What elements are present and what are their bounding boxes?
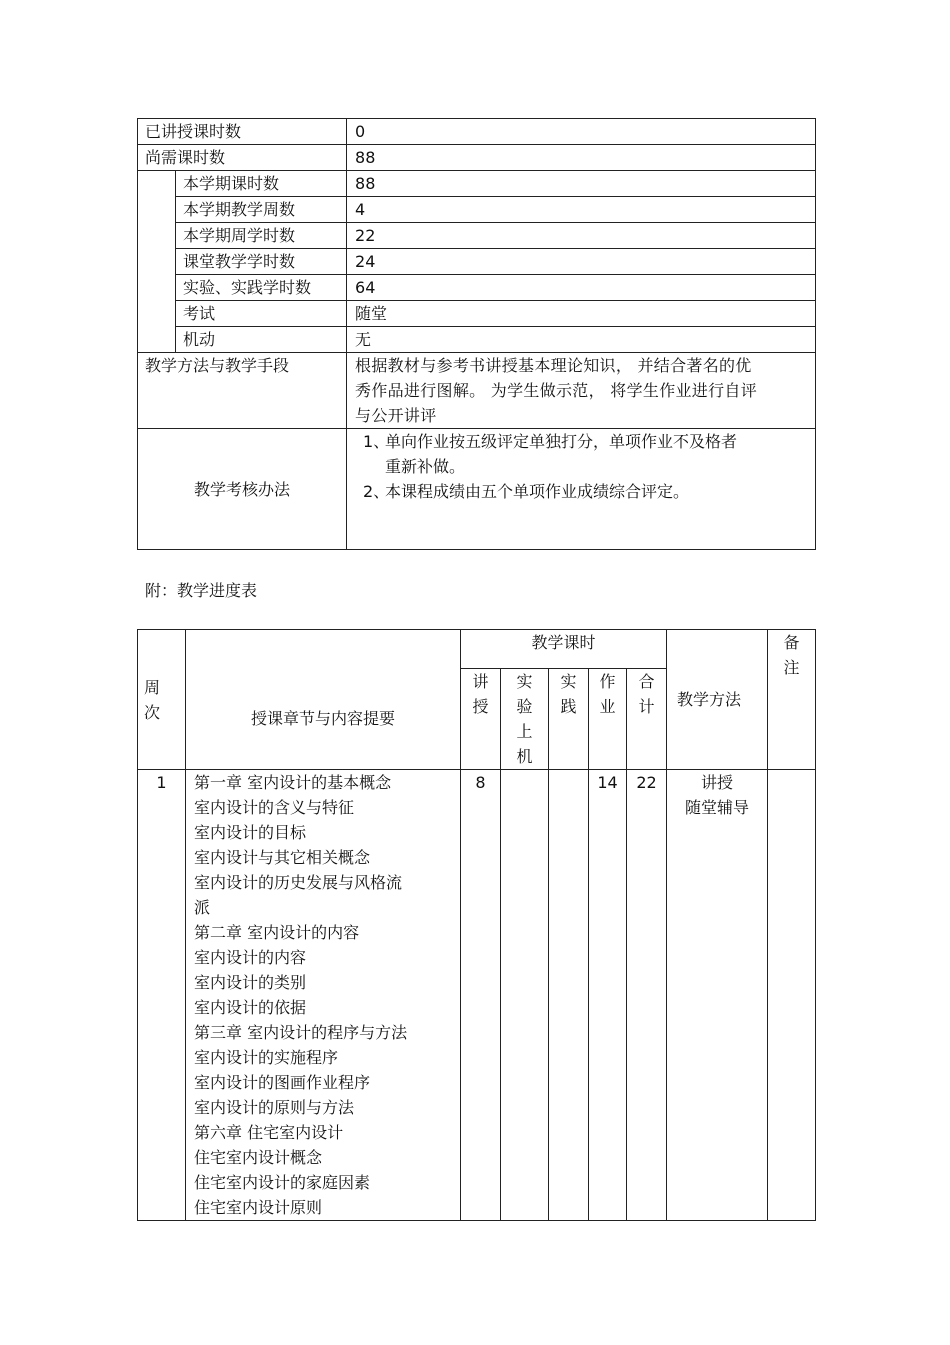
lab-hours-cell	[501, 770, 549, 1221]
assessment-item-text: 本课程成绩由五个单项作业成绩综合评定。	[385, 482, 690, 501]
content-line: 第一章 室内设计的基本概念	[194, 773, 392, 792]
week-header-char: 周	[144, 677, 161, 697]
content-line: 室内设计的目标	[194, 823, 307, 842]
note-header	[768, 630, 816, 770]
summary-subrow	[138, 327, 816, 353]
teaching-method-line: 与公开讲评	[355, 406, 437, 425]
lab-header-char: 验	[516, 697, 533, 716]
content-line: 室内设计的依据	[194, 998, 307, 1017]
week-cell: 1	[138, 770, 186, 1221]
content-line: 室内设计与其它相关概念	[194, 848, 371, 867]
content-line: 第二章 室内设计的内容	[194, 923, 360, 942]
lab-header	[501, 669, 549, 770]
practice-header	[549, 669, 589, 770]
practice-header-char: 实	[560, 672, 577, 691]
method-line: 讲授	[701, 773, 734, 792]
week-header-char: 次	[144, 702, 161, 722]
content-header: 授课章节与内容提要	[186, 630, 461, 770]
content-line: 室内设计的实施程序	[194, 1048, 339, 1067]
assessment-item-number: 2、	[363, 482, 390, 501]
content-cell	[186, 770, 461, 1221]
lecture-hours-cell: 8	[461, 770, 501, 1221]
summary-label: 已讲授课时数	[138, 119, 347, 145]
content-line: 住宅室内设计原则	[194, 1198, 323, 1217]
summary-subrow	[138, 301, 816, 327]
note-cell	[768, 770, 816, 1221]
summary-sub-value: 4	[347, 197, 816, 223]
practice-hours-cell	[549, 770, 589, 1221]
summary-subrow	[138, 171, 816, 197]
summary-sub-value: 88	[347, 171, 816, 197]
lab-header-char: 上	[516, 722, 533, 741]
content-line: 派	[194, 898, 211, 917]
summary-subrow	[138, 197, 816, 223]
teaching-hours-header: 教学课时	[461, 630, 667, 669]
total-header-char: 计	[638, 697, 655, 716]
homework-hours-cell: 14	[589, 770, 627, 1221]
teaching-schedule-table	[137, 629, 816, 1221]
method-line: 随堂辅导	[685, 798, 750, 817]
content-line: 室内设计的内容	[194, 948, 307, 967]
content-line: 室内设计的含义与特征	[194, 798, 355, 817]
summary-row	[138, 145, 816, 171]
homework-header-char: 业	[599, 697, 616, 716]
content-line: 第三章 室内设计的程序与方法	[194, 1023, 408, 1042]
summary-sub-value: 64	[347, 275, 816, 301]
summary-row	[138, 119, 816, 145]
note-header-char: 注	[783, 658, 800, 677]
content-line: 室内设计的图画作业程序	[194, 1073, 371, 1092]
assessment-item-text-cont: 重新补做。	[385, 457, 466, 476]
lab-header-char: 机	[516, 747, 533, 766]
summary-sub-value: 随堂	[347, 301, 816, 327]
week-header	[138, 630, 186, 770]
note-header-char: 备	[783, 633, 800, 652]
content-line: 第六章 住宅室内设计	[194, 1123, 344, 1142]
content-line: 住宅室内设计概念	[194, 1148, 323, 1167]
homework-header	[589, 669, 627, 770]
practice-header-char: 践	[560, 697, 577, 716]
lecture-header	[461, 669, 501, 770]
teaching-method-value	[347, 353, 816, 429]
summary-subrow	[138, 275, 816, 301]
appendix-title: 附：教学进度表	[145, 581, 258, 600]
lecture-header-char: 讲	[472, 672, 489, 691]
summary-sub-label: 本学期课时数	[176, 171, 347, 197]
assessment-value	[347, 429, 816, 550]
summary-subrow	[138, 223, 816, 249]
assessment-list	[355, 429, 815, 504]
summary-sub-value: 24	[347, 249, 816, 275]
content-line: 住宅室内设计的家庭因素	[194, 1173, 371, 1192]
teaching-method-row	[138, 353, 816, 429]
lab-header-char: 实	[516, 672, 533, 691]
schedule-row	[138, 770, 816, 1221]
method-cell	[667, 770, 768, 1221]
assessment-item-number: 1、	[363, 432, 390, 451]
method-header: 教学方法	[667, 630, 768, 770]
assessment-label: 教学考核办法	[138, 429, 347, 550]
teaching-method-line: 根据教材与参考书讲授基本理论知识， 并结合著名的优	[355, 356, 752, 375]
schedule-header-row	[138, 630, 816, 669]
total-header	[627, 669, 667, 770]
summary-sub-label: 课堂教学学时数	[176, 249, 347, 275]
teaching-method-line: 秀作品进行图解。 为学生做示范， 将学生作业进行自评	[355, 381, 757, 400]
summary-sub-label: 机动	[176, 327, 347, 353]
content-line: 室内设计的原则与方法	[194, 1098, 355, 1117]
assessment-item	[355, 429, 815, 479]
total-header-char: 合	[638, 672, 655, 691]
summary-sub-label: 考试	[176, 301, 347, 327]
summary-indent-cell	[138, 171, 176, 353]
summary-value: 0	[347, 119, 816, 145]
teaching-method-label: 教学方法与教学手段	[138, 353, 347, 429]
assessment-item-text: 单向作业按五级评定单独打分，单项作业不及格者	[385, 432, 738, 451]
assessment-row	[138, 429, 816, 550]
summary-sub-value: 22	[347, 223, 816, 249]
lecture-header-char: 授	[472, 697, 489, 716]
assessment-item	[355, 479, 815, 504]
total-hours-cell: 22	[627, 770, 667, 1221]
summary-label: 尚需课时数	[138, 145, 347, 171]
summary-sub-label: 本学期周学时数	[176, 223, 347, 249]
content-line: 室内设计的类别	[194, 973, 307, 992]
homework-header-char: 作	[599, 672, 616, 691]
summary-subrow	[138, 249, 816, 275]
summary-sub-label: 本学期教学周数	[176, 197, 347, 223]
summary-sub-label: 实验、实践学时数	[176, 275, 347, 301]
course-summary-table	[137, 118, 816, 550]
summary-value: 88	[347, 145, 816, 171]
content-line: 室内设计的历史发展与风格流	[194, 873, 403, 892]
summary-sub-value: 无	[347, 327, 816, 353]
